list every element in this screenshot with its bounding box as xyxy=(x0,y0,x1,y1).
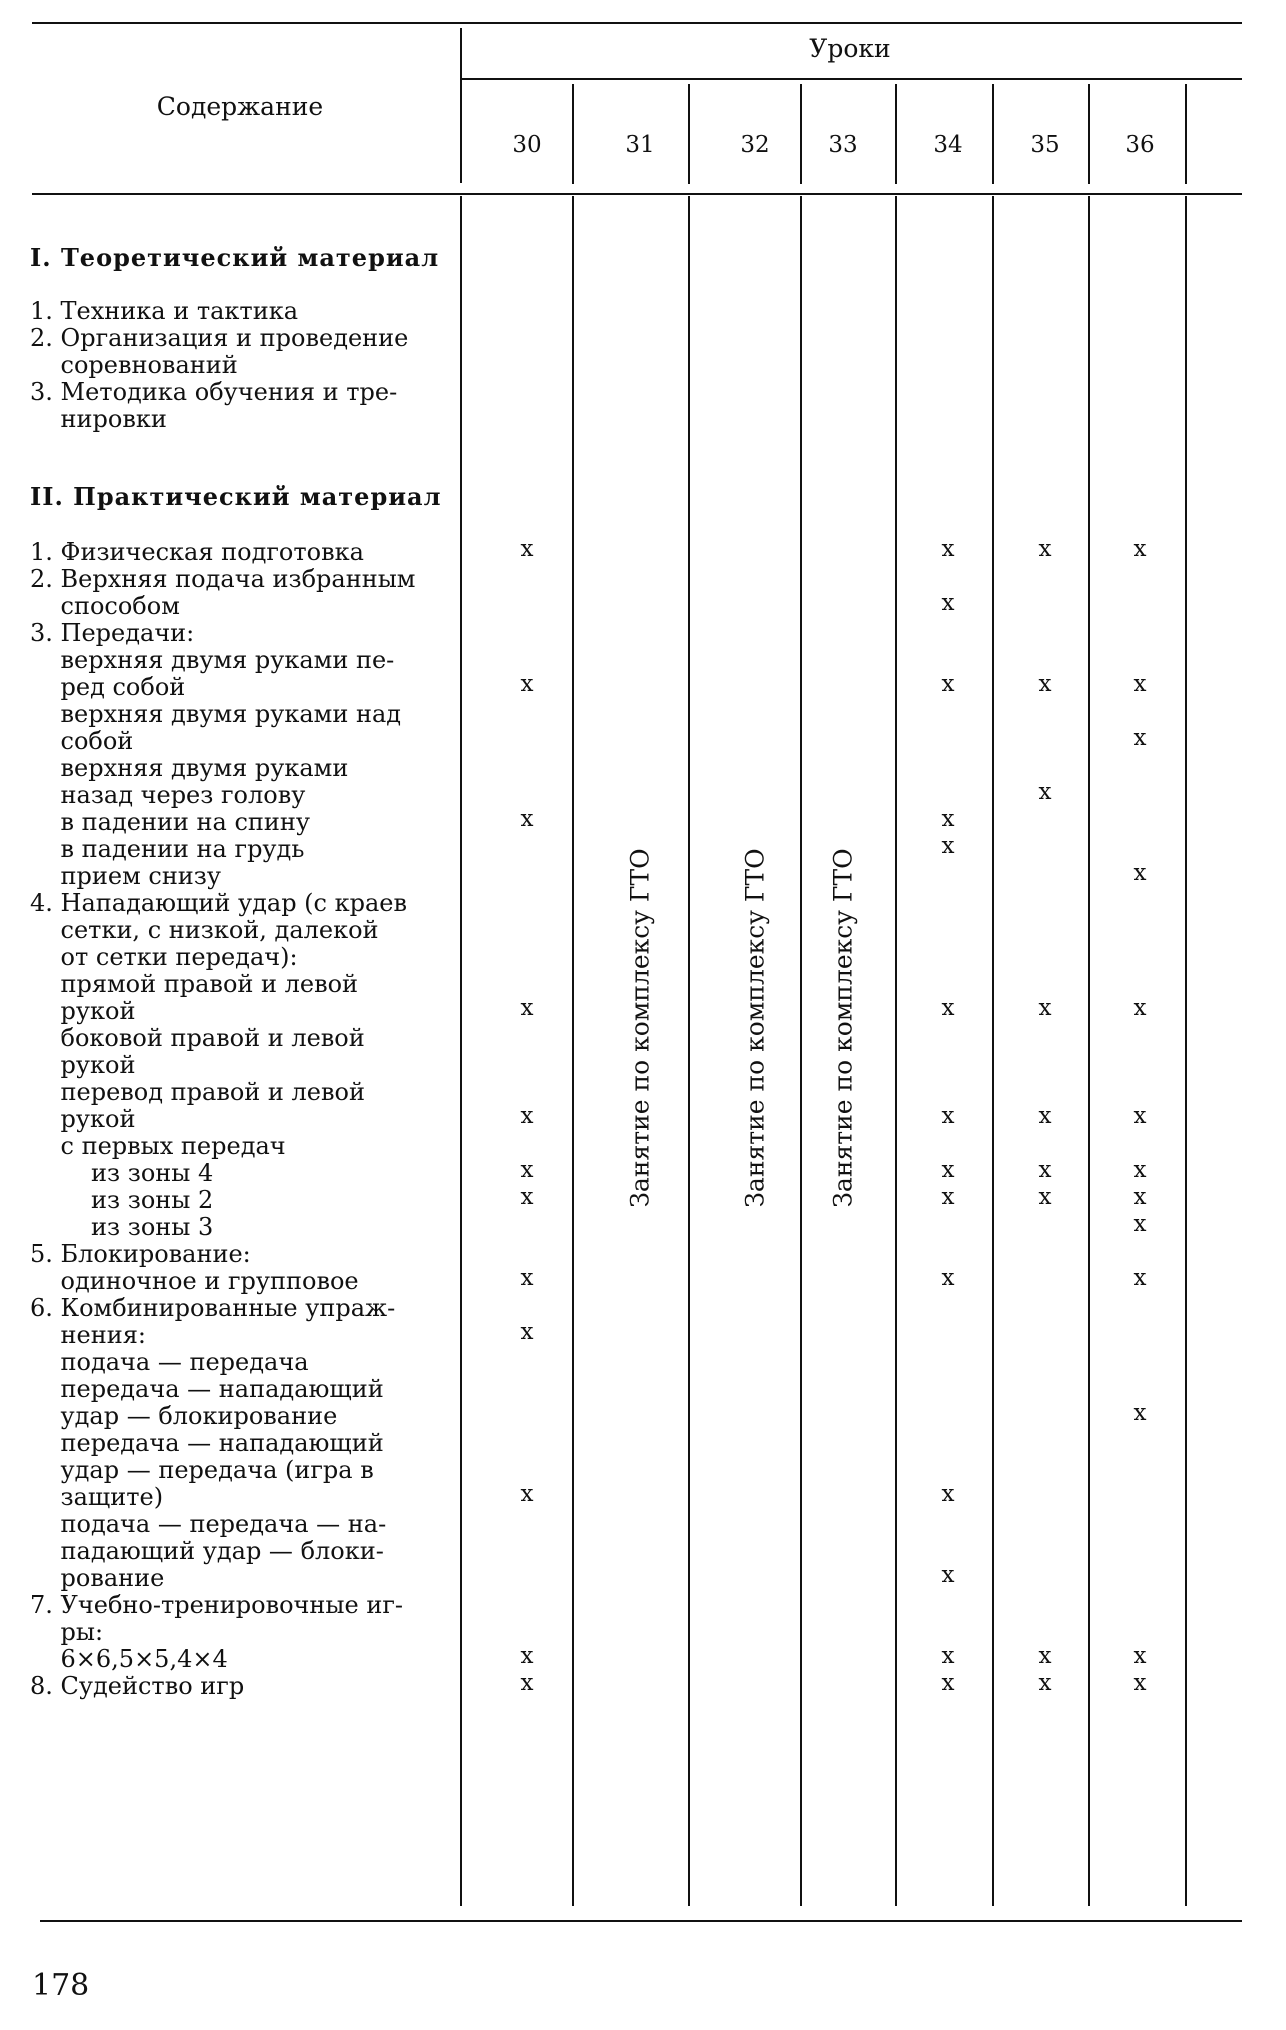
table-row-label: 2. Организация и проведение xyxy=(30,324,409,352)
table-row-label: 3. Методика обучения и тре- xyxy=(30,378,398,406)
gto-lesson-note: Занятие по комплексу ГТО xyxy=(828,848,858,1208)
lesson-mark: x xyxy=(520,1643,534,1669)
table-row-label: верхняя двумя руками xyxy=(30,754,349,782)
lesson-mark: x xyxy=(941,833,955,859)
lesson-number-header: 32 xyxy=(740,132,770,158)
table-row-label: боковой правой и левой xyxy=(30,1024,365,1052)
table-row-label: 7. Учебно-тренировочные иг- xyxy=(30,1591,404,1619)
table-row-label: подача — передача xyxy=(30,1348,309,1376)
lesson-column-divider xyxy=(1185,84,1187,184)
lesson-column-divider xyxy=(992,84,994,184)
lesson-mark: x xyxy=(941,1670,955,1696)
lesson-mark: x xyxy=(941,995,955,1021)
lesson-mark: x xyxy=(941,671,955,697)
table-row-label: от сетки передач): xyxy=(30,943,298,971)
section-heading: II. Практический материал xyxy=(30,482,442,511)
lesson-column-divider xyxy=(895,84,897,184)
table-row-label: передача — нападающий xyxy=(30,1429,384,1457)
lesson-number-header: 30 xyxy=(512,132,542,158)
lesson-column-divider xyxy=(800,84,802,184)
table-row-label: назад через голову xyxy=(30,781,306,809)
table-row-label: рукой xyxy=(30,1051,136,1079)
lesson-mark: x xyxy=(941,1481,955,1507)
lesson-mark: x xyxy=(520,1157,534,1183)
lesson-mark: x xyxy=(520,1481,534,1507)
lesson-mark: x xyxy=(520,1184,534,1210)
lesson-mark: x xyxy=(520,1103,534,1129)
table-row-label: с первых передач xyxy=(30,1132,286,1160)
table-row-label: падающий удар — блоки- xyxy=(30,1537,384,1565)
content-column-header: Содержание xyxy=(156,92,324,121)
lesson-mark: x xyxy=(1038,671,1052,697)
lesson-mark: x xyxy=(1133,995,1147,1021)
lesson-mark: x xyxy=(520,1319,534,1345)
table-row-label: нения: xyxy=(30,1321,146,1349)
lesson-mark: x xyxy=(1133,1211,1147,1237)
lesson-column-divider xyxy=(1185,196,1187,1906)
lesson-number-header: 31 xyxy=(625,132,655,158)
lesson-number-header: 33 xyxy=(828,132,858,158)
table-row-label: рование xyxy=(30,1564,165,1592)
lesson-mark: x xyxy=(1133,860,1147,886)
table-row-label: способом xyxy=(30,592,180,620)
table-row-label: прямой правой и левой xyxy=(30,970,359,998)
lesson-mark: x xyxy=(1133,1184,1147,1210)
lessons-header-rule xyxy=(462,78,1242,80)
lesson-mark: x xyxy=(941,536,955,562)
lesson-mark: x xyxy=(1038,1643,1052,1669)
table-row-label: подача — передача — на- xyxy=(30,1510,387,1538)
table-row-label: рукой xyxy=(30,1105,136,1133)
lesson-mark: x xyxy=(1133,671,1147,697)
table-row-label: из зоны 4 xyxy=(30,1159,214,1187)
lesson-mark: x xyxy=(1133,1103,1147,1129)
table-row-label: 1. Физическая подготовка xyxy=(30,538,364,566)
lesson-mark: x xyxy=(941,806,955,832)
table-row-label: 1. Техника и тактика xyxy=(30,297,298,325)
lesson-column-divider xyxy=(992,196,994,1906)
lesson-number-header: 36 xyxy=(1125,132,1155,158)
table-row-label: защите) xyxy=(30,1483,164,1511)
table-row-label: из зоны 3 xyxy=(30,1213,214,1241)
table-row-label: собой xyxy=(30,727,134,755)
lesson-mark: x xyxy=(1038,779,1052,805)
lesson-mark: x xyxy=(941,1562,955,1588)
lesson-mark: x xyxy=(1038,1103,1052,1129)
lesson-number-header: 35 xyxy=(1030,132,1060,158)
lesson-mark: x xyxy=(1133,1670,1147,1696)
table-row-label: прием снизу xyxy=(30,862,222,890)
table-row-label: рукой xyxy=(30,997,136,1025)
content-column-divider xyxy=(460,28,462,183)
table-row-label: верхняя двумя руками над xyxy=(30,700,402,728)
lesson-column-divider xyxy=(688,84,690,184)
lesson-mark: x xyxy=(1038,1157,1052,1183)
table-row-label: в падении на спину xyxy=(30,808,311,836)
lesson-mark: x xyxy=(1133,1643,1147,1669)
table-row-label: передача — нападающий xyxy=(30,1375,384,1403)
lesson-mark: x xyxy=(941,1643,955,1669)
lesson-mark: x xyxy=(520,1265,534,1291)
table-row-label: 3. Передачи: xyxy=(30,619,195,647)
lesson-column-divider xyxy=(572,84,574,184)
lesson-mark: x xyxy=(520,806,534,832)
table-row-label: 8. Судейство игр xyxy=(30,1672,245,1700)
lesson-mark: x xyxy=(941,1157,955,1183)
lesson-column-divider xyxy=(1088,196,1090,1906)
table-row-label: нировки xyxy=(30,405,167,433)
section-heading: I. Теоретический материал xyxy=(30,243,440,272)
table-row-label: соревнований xyxy=(30,351,238,379)
lesson-mark: x xyxy=(1133,725,1147,751)
lesson-mark: x xyxy=(941,1265,955,1291)
table-row-label: сетки, с низкой, далекой xyxy=(30,916,379,944)
lesson-mark: x xyxy=(1133,1265,1147,1291)
table-row-label: из зоны 2 xyxy=(30,1186,214,1214)
page-number: 178 xyxy=(32,1968,90,2003)
table-row-label: удар — блокирование xyxy=(30,1402,338,1430)
table-row-label: ред собой xyxy=(30,673,186,701)
table-row-label: 6×6,5×5,4×4 xyxy=(30,1645,228,1673)
lesson-column-divider xyxy=(800,196,802,1906)
lesson-mark: x xyxy=(1133,1400,1147,1426)
lessons-group-header: Уроки xyxy=(809,34,891,63)
header-bottom-rule xyxy=(32,193,1242,195)
lesson-column-divider xyxy=(688,196,690,1906)
lesson-mark: x xyxy=(1133,1157,1147,1183)
lesson-mark: x xyxy=(1133,536,1147,562)
table-bottom-rule xyxy=(40,1920,1242,1922)
gto-lesson-note: Занятие по комплексу ГТО xyxy=(625,848,655,1208)
lesson-column-divider xyxy=(1088,84,1090,184)
lesson-column-divider xyxy=(895,196,897,1906)
lesson-mark: x xyxy=(520,1670,534,1696)
lesson-mark: x xyxy=(520,995,534,1021)
table-row-label: в падении на грудь xyxy=(30,835,305,863)
lesson-mark: x xyxy=(1038,1184,1052,1210)
lesson-column-divider xyxy=(572,196,574,1906)
table-row-label: 4. Нападающий удар (с краев xyxy=(30,889,408,917)
table-row-label: 6. Комбинированные упраж- xyxy=(30,1294,396,1322)
lesson-mark: x xyxy=(941,1103,955,1129)
table-top-rule xyxy=(32,22,1242,24)
content-column-divider xyxy=(460,196,462,1906)
table-row-label: 2. Верхняя подача избранным xyxy=(30,565,416,593)
lesson-mark: x xyxy=(520,536,534,562)
table-row-label: одиночное и групповое xyxy=(30,1267,359,1295)
table-row-label: верхняя двумя руками пе- xyxy=(30,646,395,674)
table-row-label: ры: xyxy=(30,1618,104,1646)
table-row-label: 5. Блокирование: xyxy=(30,1240,251,1268)
gto-lesson-note: Занятие по комплексу ГТО xyxy=(740,848,770,1208)
table-row-label: удар — передача (игра в xyxy=(30,1456,374,1484)
lesson-mark: x xyxy=(941,1184,955,1210)
lesson-mark: x xyxy=(1038,536,1052,562)
lesson-mark: x xyxy=(941,590,955,616)
lesson-mark: x xyxy=(1038,995,1052,1021)
lesson-mark: x xyxy=(1038,1670,1052,1696)
lesson-number-header: 34 xyxy=(933,132,963,158)
lesson-mark: x xyxy=(520,671,534,697)
table-row-label: перевод правой и левой xyxy=(30,1078,365,1106)
